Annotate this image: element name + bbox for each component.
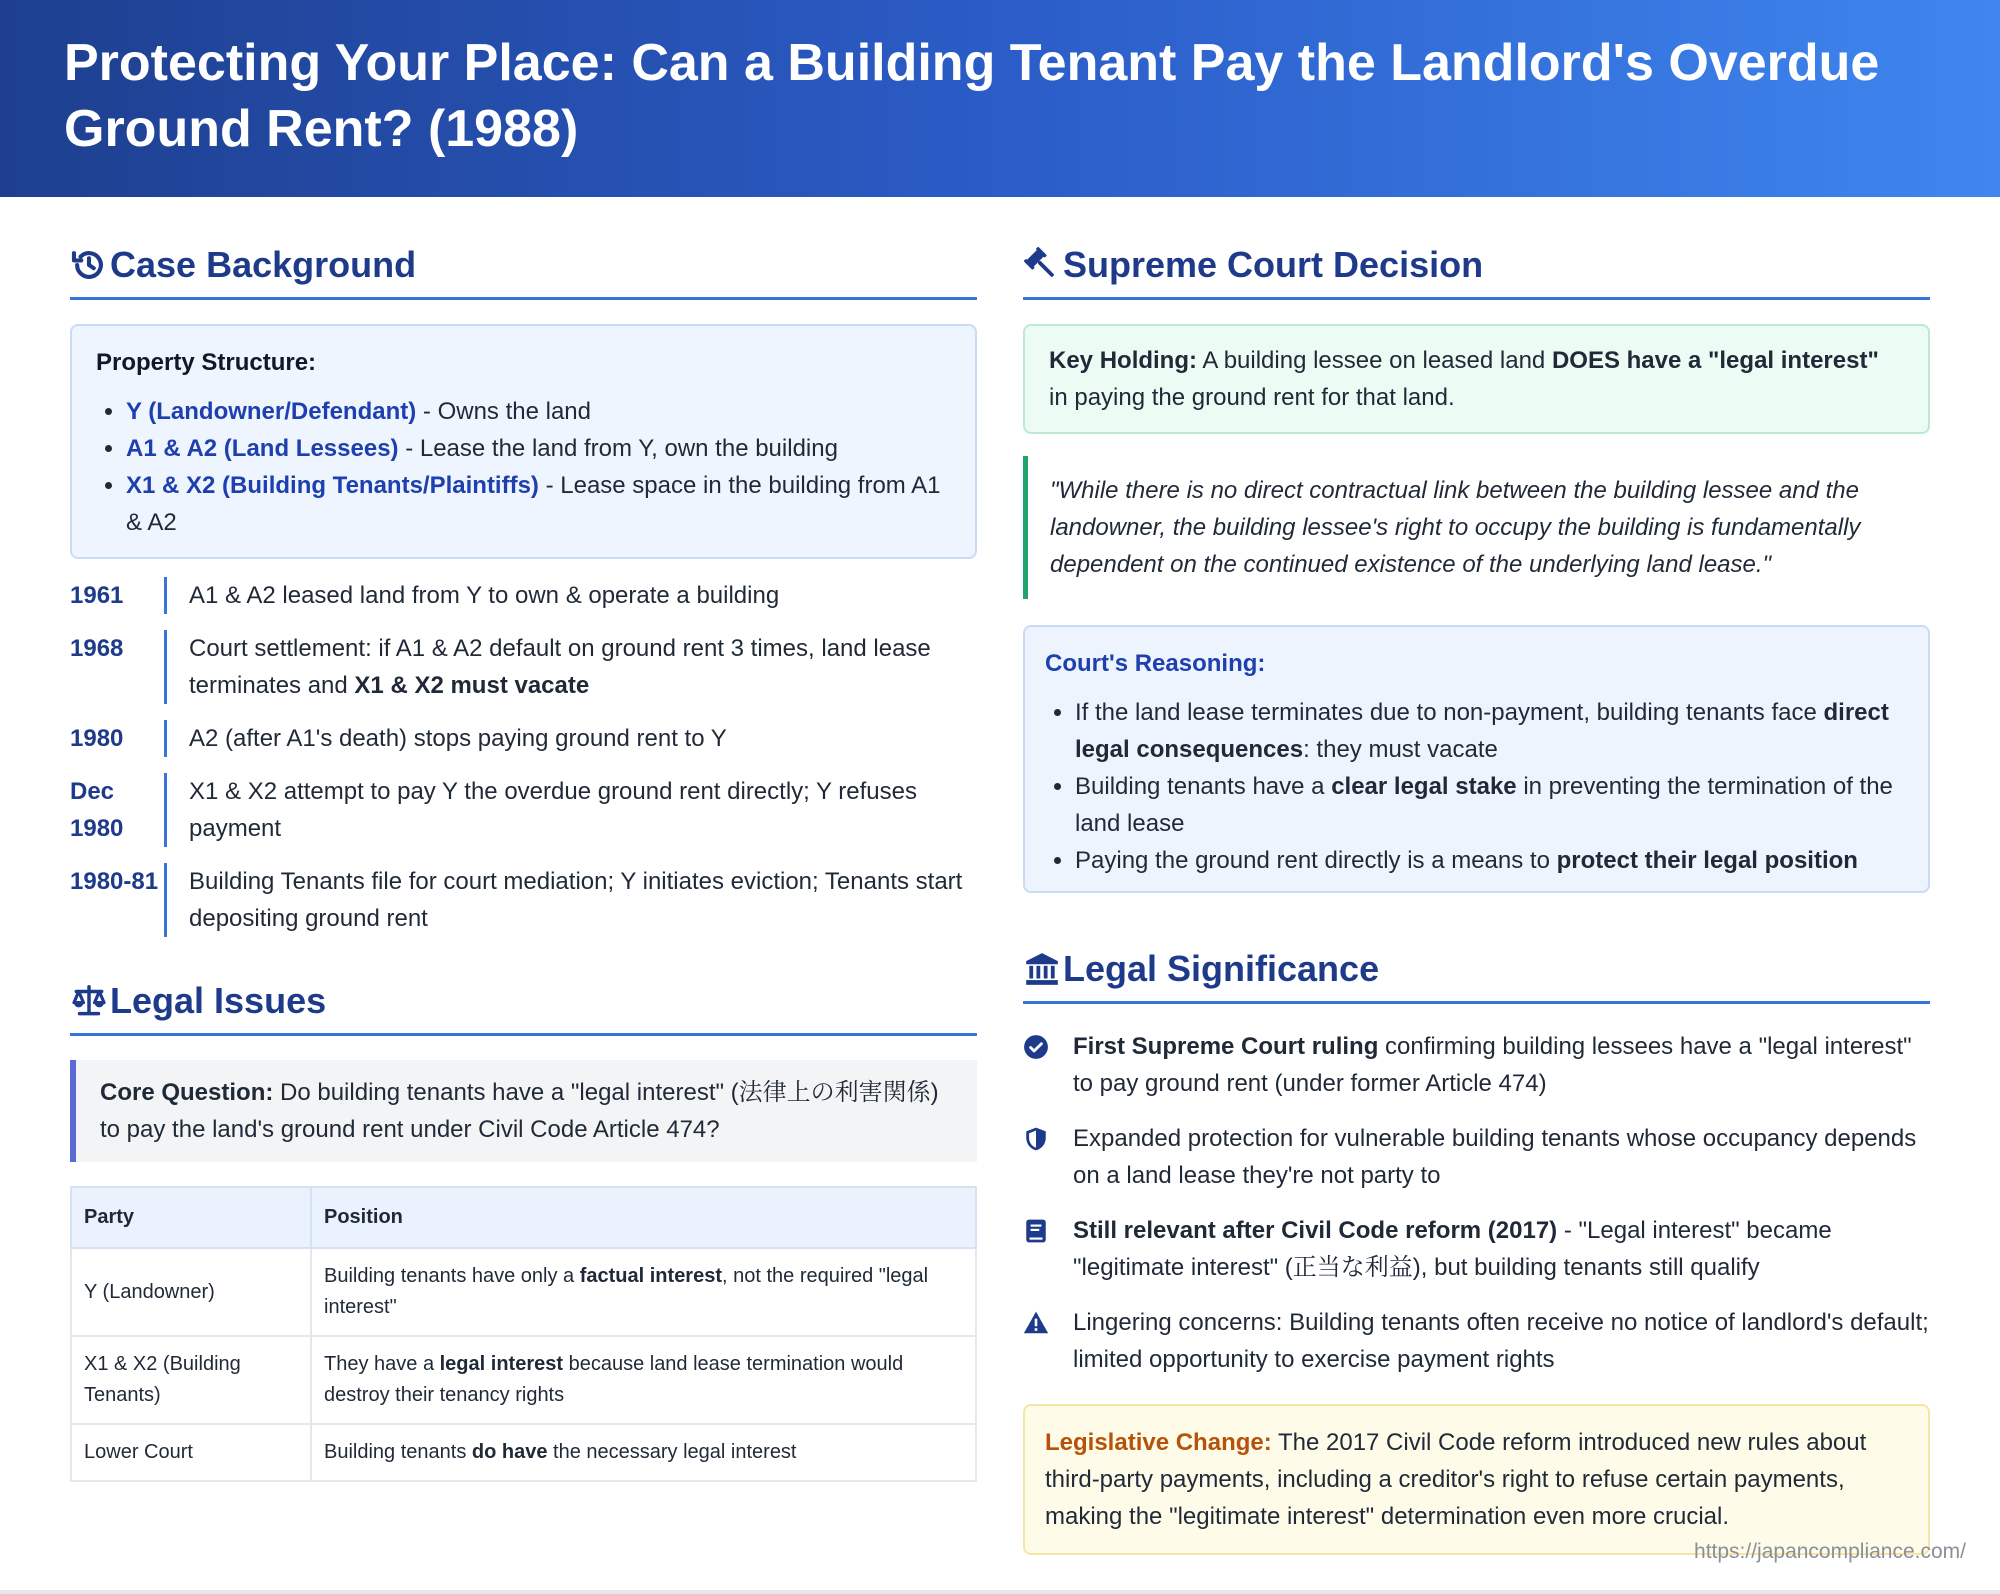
list-item	[126, 430, 951, 467]
table-cell-party: Y (Landowner)	[71, 1248, 311, 1336]
significance-body: confirming building lessees have a "legal interest" to pay ground rent (under former Article 474)	[1073, 1033, 1912, 1097]
column-header-position: Position	[311, 1187, 976, 1248]
reasoning-box	[1023, 625, 1930, 893]
timeline-date: 1961	[70, 582, 124, 609]
significance-item	[1023, 1304, 1930, 1378]
list-item	[126, 393, 951, 430]
reason-text: Building tenants have a	[1075, 773, 1332, 800]
cell-text: the necessary legal interest	[547, 1441, 797, 1463]
cell-text: because land lease termination would destroy their tenancy rights	[324, 1353, 904, 1406]
timeline-text-bold: X1 & X2 must vacate	[354, 672, 590, 699]
reason-text: in preventing the termination of the land lease	[1075, 773, 1893, 837]
landmark-icon	[1023, 950, 1061, 988]
list-item	[1075, 694, 1908, 768]
significance-text	[1073, 1028, 1930, 1102]
timeline-row	[70, 720, 977, 757]
cell-text: Building tenants have only a	[324, 1265, 580, 1287]
book-icon	[1023, 1218, 1049, 1244]
gavel-icon	[1023, 246, 1061, 284]
timeline-text	[164, 720, 977, 757]
cell-bold: do have	[471, 1441, 548, 1463]
significance-item	[1023, 1120, 1930, 1194]
timeline-text	[164, 630, 977, 704]
timeline-date: 1980	[70, 725, 124, 752]
column-header-party: Party	[71, 1187, 311, 1248]
legislative-change-label: Legislative Change:	[1045, 1429, 1272, 1456]
party-desc: - Lease the land from Y, own the building	[398, 435, 838, 462]
list-item	[1075, 768, 1908, 842]
significance-text	[1073, 1120, 1930, 1194]
table-cell-party: Lower Court	[71, 1424, 311, 1481]
key-holding-label: Key Holding:	[1049, 347, 1197, 374]
timeline-text-body: X1 & X2 attempt to pay Y the overdue ground rent directly; Y refuses payment	[189, 778, 918, 842]
check-circle-icon	[1023, 1034, 1049, 1060]
key-holding-box	[1023, 324, 1930, 434]
timeline-date: 1968	[70, 635, 124, 662]
page-header	[0, 0, 2000, 197]
party-name: X1 & X2 (Building Tenants/Plaintiffs)	[126, 472, 539, 499]
party-desc: - Owns the land	[416, 398, 591, 425]
cell-text: They have a	[324, 1353, 440, 1375]
reason-text: If the land lease terminates due to non-payment, building tenants face	[1075, 699, 1824, 726]
cell-text: , not the required "legal interest"	[324, 1265, 929, 1318]
key-holding-text-end: in paying the ground rent for that land.	[1049, 384, 1455, 411]
table-row	[71, 1424, 976, 1481]
source-url[interactable]: https://japancompliance.com/	[1694, 1540, 1966, 1563]
decision-title: Supreme Court Decision	[1063, 244, 1484, 285]
timeline-text	[164, 773, 977, 847]
significance-text	[1073, 1304, 1930, 1378]
timeline-text-body: Court settlement: if A1 & A2 default on ground rent 3 times, land lease terminates and	[189, 635, 931, 699]
cell-bold: factual interest	[579, 1265, 722, 1287]
decision-heading	[1023, 197, 1930, 300]
reason-text: Paying the ground rent directly is a means to	[1075, 847, 1557, 874]
legal-issues-title: Legal Issues	[110, 980, 327, 1021]
left-column	[70, 197, 977, 1482]
timeline-date: 1980-81	[70, 868, 159, 895]
list-item	[126, 467, 951, 541]
timeline	[70, 577, 977, 937]
legislative-change-text: The 2017 Civil Code reform introduced new rules about third-party payments, including a creditor's right to refuse certain payments, making the "legitimate interest" determination even more crucial.	[1045, 1429, 1867, 1530]
timeline-text-body: A2 (after A1's death) stops paying ground rent to Y	[189, 725, 727, 752]
table-cell-party: X1 & X2 (Building Tenants)	[71, 1336, 311, 1424]
party-name: Y (Landowner/Defendant)	[126, 398, 417, 425]
key-holding-bold: DOES have a "legal interest"	[1551, 347, 1879, 374]
timeline-text-body: A1 & A2 leased land from Y to own & operate a building	[189, 582, 780, 609]
significance-body: Lingering concerns: Building tenants often receive no notice of landlord's default; limited opportunity to exercise payment rights	[1073, 1309, 1929, 1373]
significance-item	[1023, 1028, 1930, 1102]
timeline-text	[164, 863, 977, 937]
significance-body: Expanded protection for vulnerable building tenants whose occupancy depends on a land lease they're not party to	[1073, 1125, 1917, 1189]
right-column	[1023, 197, 1930, 1555]
core-question-text: Do building tenants have a "legal interest" (法律上の利害関係) to pay the land's ground rent under Civil Code Article 474?	[100, 1079, 939, 1143]
legal-issues-heading	[70, 933, 977, 1036]
table-cell-position	[311, 1336, 976, 1424]
reason-text: : they must vacate	[1303, 736, 1498, 763]
significance-text	[1073, 1212, 1930, 1286]
scales-icon	[70, 982, 108, 1020]
core-question-label: Core Question:	[100, 1079, 274, 1106]
legislative-change-box	[1023, 1404, 1930, 1555]
timeline-row	[70, 577, 977, 614]
property-structure-box	[70, 324, 977, 559]
timeline-row	[70, 630, 977, 704]
property-list	[96, 393, 951, 541]
case-background-title: Case Background	[110, 244, 417, 285]
table-header-row	[71, 1187, 976, 1248]
positions-table	[70, 1186, 977, 1482]
page-title: Protecting Your Place: Can a Building Tenant Pay the Landlord's Overdue Ground Rent? (1988)	[64, 34, 1880, 158]
property-structure-label: Property Structure:	[96, 349, 317, 376]
party-name: A1 & A2 (Land Lessees)	[126, 435, 399, 462]
table-row	[71, 1248, 976, 1336]
history-icon	[70, 246, 108, 284]
cell-text: Building tenants	[324, 1441, 472, 1463]
reason-bold: direct legal consequences	[1075, 699, 1889, 763]
timeline-row	[70, 773, 977, 847]
core-question-box	[70, 1060, 977, 1162]
bottom-divider	[0, 1590, 2000, 1594]
significance-title: Legal Significance	[1063, 948, 1380, 989]
significance-bold: First Supreme Court ruling	[1073, 1033, 1379, 1060]
significance-body: - "Legal interest" became "legitimate interest" (正当な利益), but building tenants still qualify	[1073, 1217, 1832, 1281]
significance-item	[1023, 1212, 1930, 1286]
reasoning-list	[1045, 694, 1908, 879]
reason-bold: protect their legal position	[1556, 847, 1858, 874]
timeline-date: Dec 1980	[70, 778, 124, 842]
significance-heading	[1023, 893, 1930, 1004]
timeline-row	[70, 863, 977, 937]
significance-bold: Still relevant after Civil Code reform (2017)	[1073, 1217, 1558, 1244]
shield-icon	[1023, 1126, 1049, 1152]
warning-icon	[1023, 1310, 1049, 1336]
reasoning-label: Court's Reasoning:	[1045, 650, 1266, 677]
timeline-text-body: Building Tenants file for court mediation; Y initiates eviction; Tenants start depositing ground rent	[189, 868, 963, 932]
case-background-heading	[70, 197, 977, 300]
key-holding-text: A building lessee on leased land	[1197, 347, 1552, 374]
cell-bold: legal interest	[439, 1353, 564, 1375]
table-cell-position	[311, 1424, 976, 1481]
significance-list	[1023, 1028, 1930, 1378]
timeline-text	[164, 577, 977, 614]
list-item	[1075, 842, 1908, 879]
party-desc: - Lease space in the building from A1 & A2	[126, 472, 941, 536]
court-quote: "While there is no direct contractual link between the building lessee and the landowner, the building lessee's right to occupy the building is fundamentally dependent on the continued existence of the underlying land lease."	[1023, 456, 1930, 599]
table-row	[71, 1336, 976, 1424]
reason-bold: clear legal stake	[1331, 773, 1517, 800]
table-cell-position	[311, 1248, 976, 1336]
